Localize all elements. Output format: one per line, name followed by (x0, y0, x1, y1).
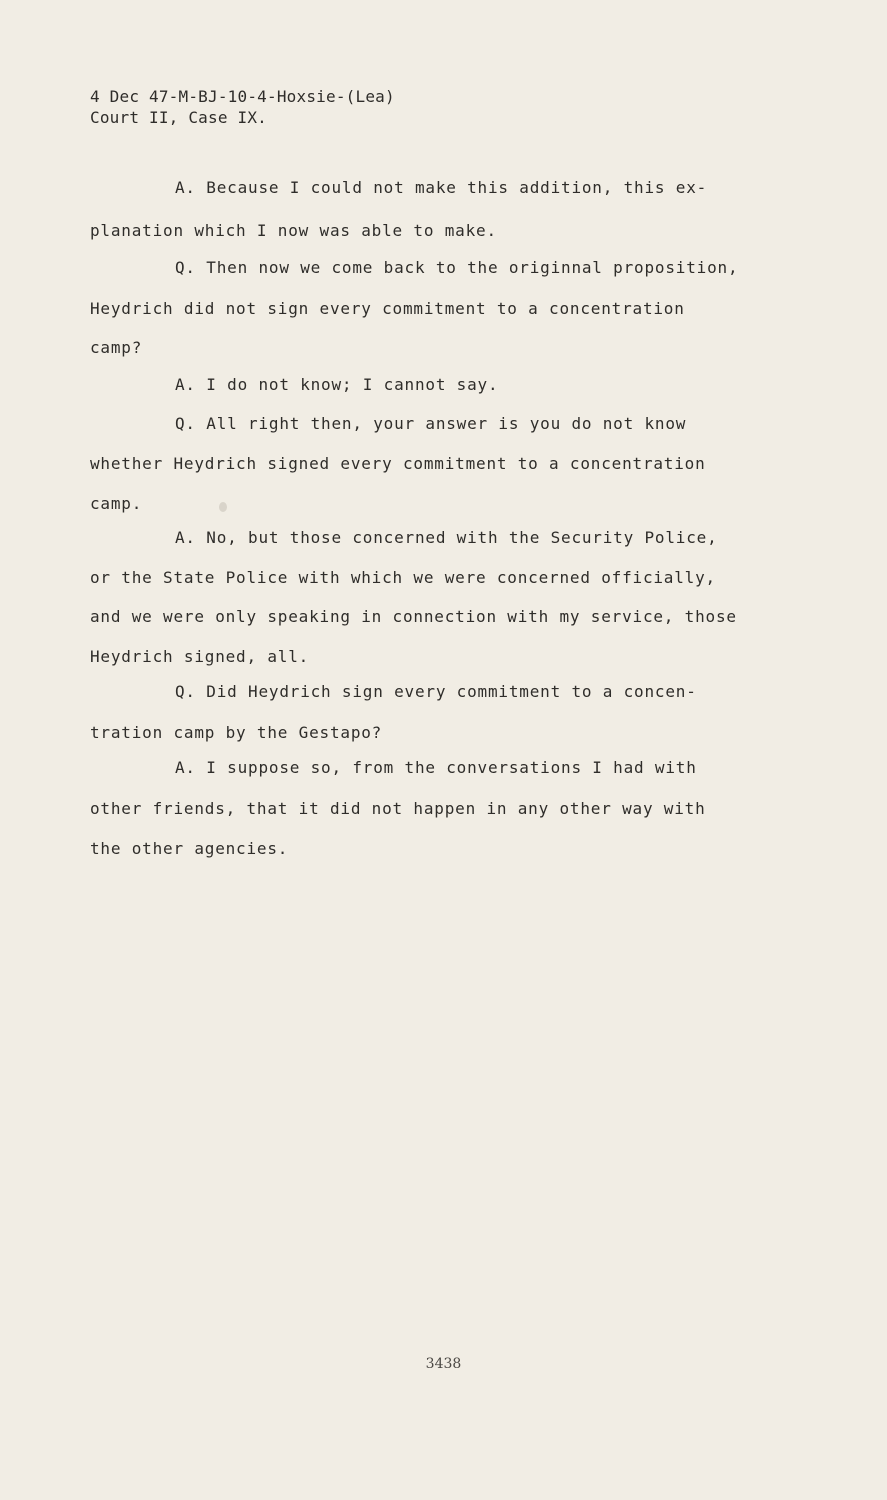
transcript-line: Q. All right then, your answer is you do not know (175, 414, 687, 433)
transcript-line: and we were only speaking in connection with my service, those (90, 607, 737, 626)
transcript-line: Heydrich signed, all. (90, 647, 310, 666)
transcript-line: the other agencies. (90, 839, 289, 858)
transcript-line: planation which I now was able to make. (90, 221, 497, 240)
page-number: 3438 (425, 1356, 462, 1372)
transcript-line: A. I suppose so, from the conversations I had with (175, 758, 697, 777)
transcript-line: camp. (90, 494, 143, 513)
transcript-line: A. Because I could not make this addition, this ex- (175, 178, 708, 197)
transcript-line: A. No, but those concerned with the Security Police, (175, 528, 718, 547)
transcript-line: camp? (90, 338, 143, 357)
transcript-line: Heydrich did not sign every commitment to a concentration (90, 299, 685, 318)
header-reference: 4 Dec 47-M-BJ-10-4-Hoxsie-(Lea) (90, 87, 395, 106)
paper-speck (219, 502, 227, 512)
transcript-line: A. I do not know; I cannot say. (175, 375, 499, 394)
transcript-line: whether Heydrich signed every commitment to a concentration (90, 454, 706, 473)
header-court-case: Court II, Case IX. (90, 108, 267, 127)
transcript-line: Q. Then now we come back to the originnal proposition, (175, 258, 739, 277)
transcript-line: tration camp by the Gestapo? (90, 723, 383, 742)
transcript-line: or the State Police with which we were concerned officially, (90, 568, 716, 587)
transcript-line: other friends, that it did not happen in any other way with (90, 799, 706, 818)
transcript-line: Q. Did Heydrich sign every commitment to a concen- (175, 682, 697, 701)
document-header (90, 86, 395, 128)
